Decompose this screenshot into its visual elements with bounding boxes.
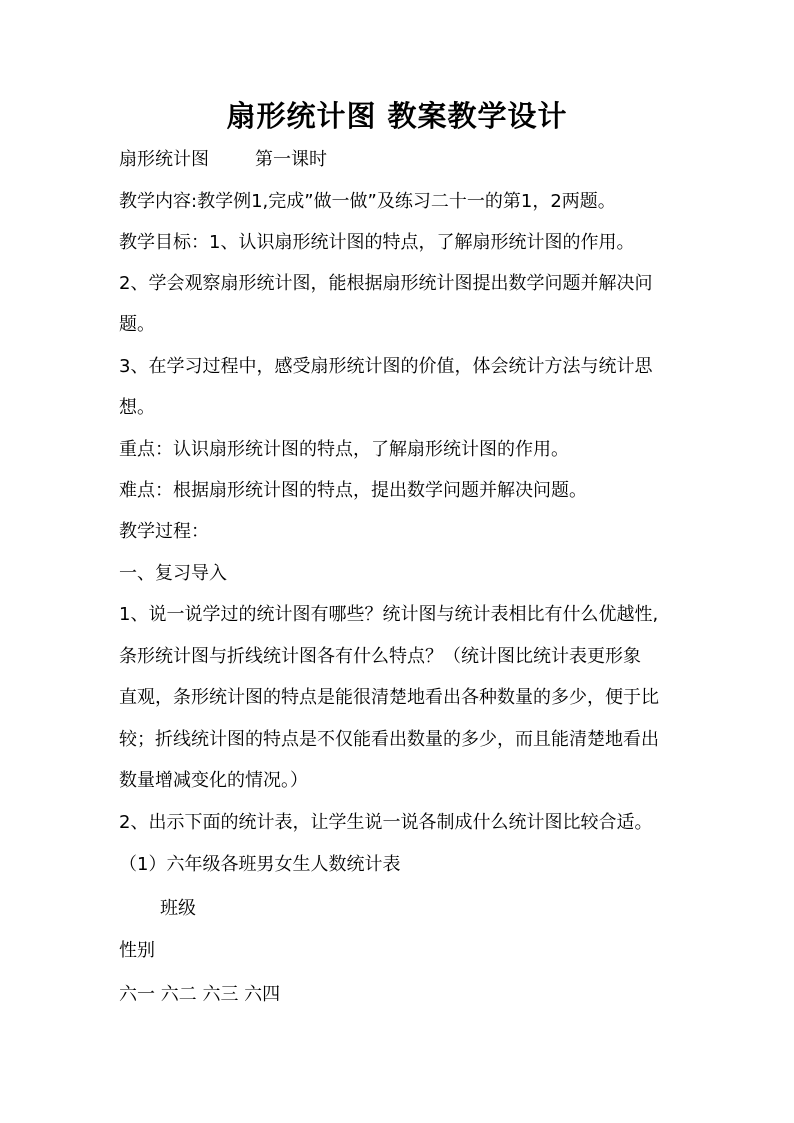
subtitle-lesson: 第一课时: [255, 149, 327, 170]
teaching-goal-3: 3、在学习过程中，感受扇形统计图的价值，体会统计方法与统计思: [119, 356, 653, 377]
review-item-1-line-2: 条形统计图与折线统计图各有什么特点？（统计图比统计表更形象: [119, 646, 641, 667]
review-item-1-line-5: 数量增减变化的情况。）: [119, 770, 308, 791]
key-point: 重点：认识扇形统计图的特点，了解扇形统计图的作用。: [119, 439, 569, 460]
review-item-1-line-3: 直观，条形统计图的特点是能很清楚地看出各种数量的多少，便于比: [119, 687, 659, 708]
review-item-1-line-4: 较；折线统计图的特点是不仅能看出数量的多少，而且能清楚地看出: [119, 729, 659, 750]
document-title: 扇形统计图 教案教学设计: [226, 99, 568, 133]
teaching-goal-3-cont: 想。: [119, 397, 155, 418]
teaching-process-heading: 教学过程：: [119, 521, 209, 542]
review-item-1-line-1: 1、说一说学过的统计图有哪些？统计图与统计表相比有什么优越性,: [119, 604, 659, 625]
teaching-goal-1: 教学目标：1、认识扇形统计图的特点，了解扇形统计图的作用。: [119, 232, 635, 253]
difficult-point: 难点：根据扇形统计图的特点，提出数学问题并解决问题。: [119, 480, 587, 501]
table-caption: （1）六年级各班男女生人数统计表: [119, 854, 401, 875]
table-header-gender: 性别: [119, 940, 155, 961]
table-header-class: 班级: [160, 898, 196, 919]
teaching-content: 教学内容:教学例1,完成”做一做”及练习二十一的第1，2两题。: [119, 191, 616, 212]
subtitle-topic: 扇形统计图: [119, 149, 209, 170]
section-review-heading: 一、复习导入: [119, 563, 227, 584]
teaching-goal-2-cont: 题。: [119, 314, 155, 335]
table-class-names: 六一 六二 六三 六四: [119, 984, 281, 1005]
teaching-goal-2: 2、学会观察扇形统计图，能根据扇形统计图提出数学问题并解决问: [119, 273, 653, 294]
subtitle-line: [119, 148, 689, 172]
review-item-2: 2、出示下面的统计表，让学生说一说各制成什么统计图比较合适。: [119, 812, 653, 833]
